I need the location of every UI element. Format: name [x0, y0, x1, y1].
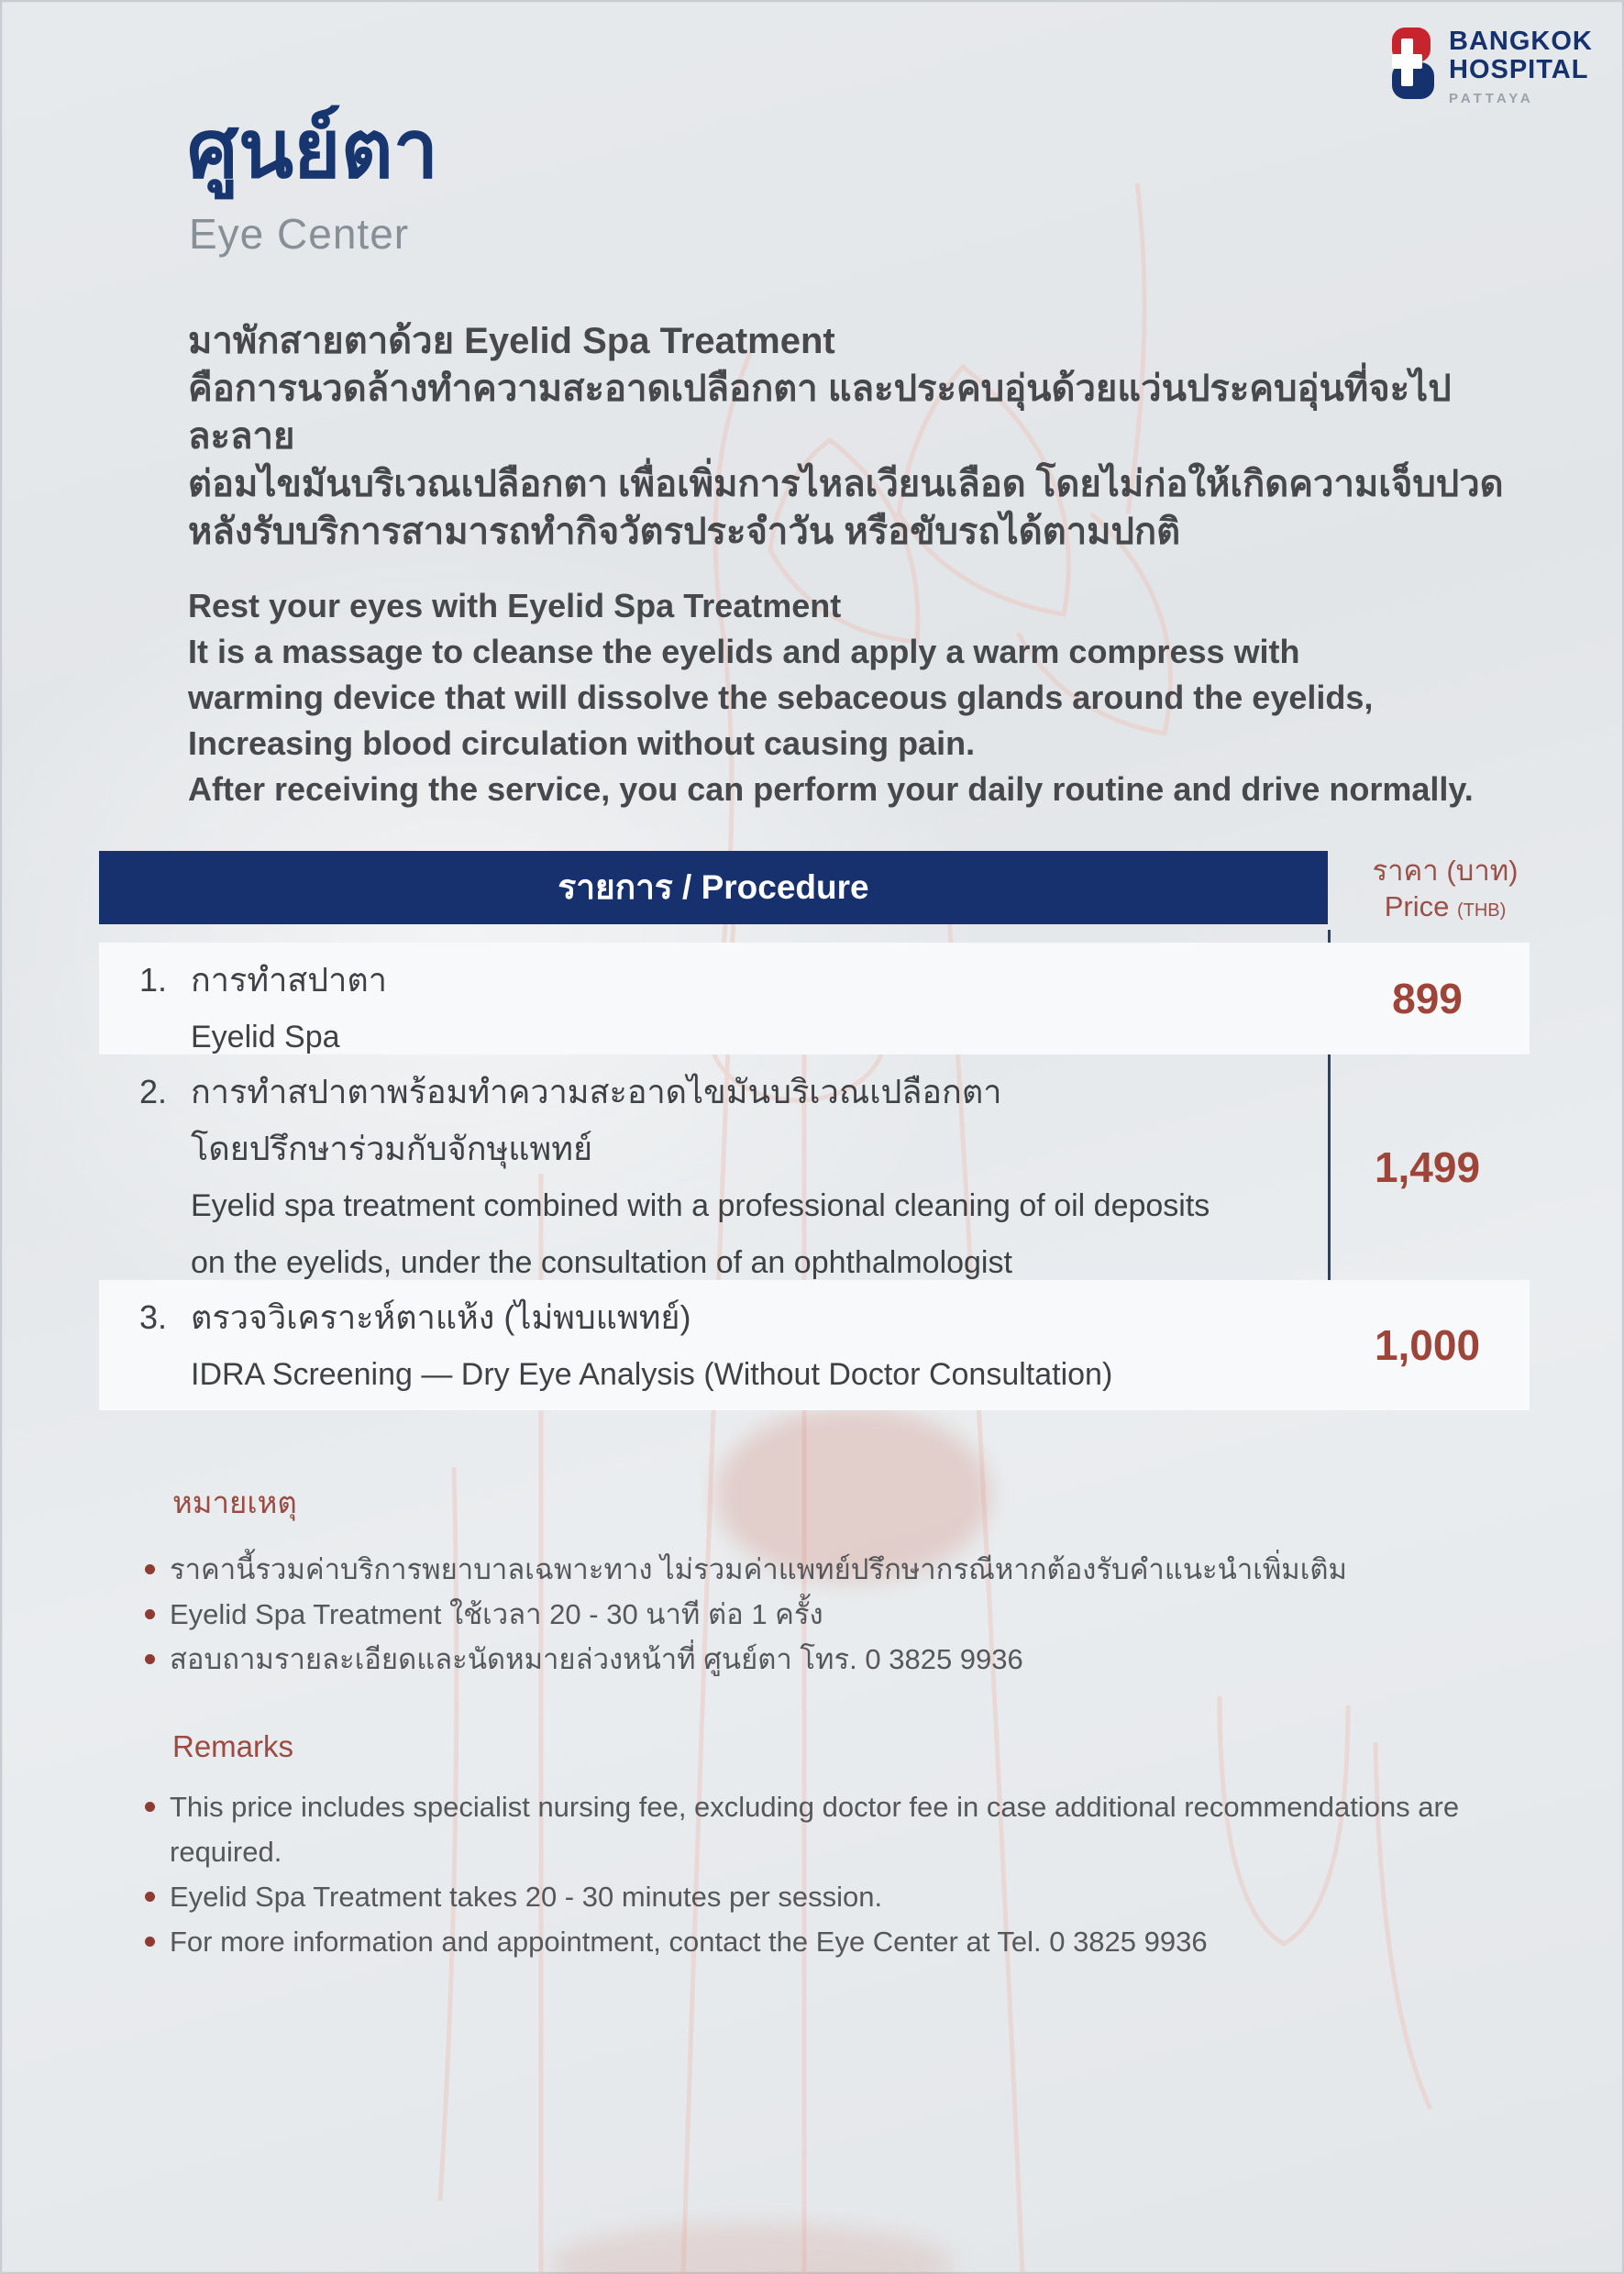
- intro-paragraph-english: [188, 583, 1582, 812]
- remark-item: สอบถามรายละเอียดและนัดหมายล่วงหน้าที่ ศูนย์ตา โทร. 0 3825 9936: [145, 1637, 1520, 1682]
- intro-english-line: It is a massage to cleanse the eyelids and apply a warm compress with: [188, 633, 1300, 670]
- procedure-english: Eyelid spa treatment combined with a professional cleaning of oil deposits: [191, 1188, 1210, 1223]
- procedure-cell: [99, 943, 1328, 1054]
- bullet-icon: [145, 1654, 155, 1664]
- procedure-thai-cont: โดยปรึกษาร่วมกับจักษุแพทย์: [191, 1130, 593, 1167]
- table-row: [99, 943, 1530, 1054]
- remark-item: This price includes specialist nursing fee, excluding doctor fee in case additional recommendations are required.: [145, 1784, 1520, 1874]
- procedure-cell: [99, 1054, 1328, 1280]
- price-header-unit: (THB): [1456, 900, 1507, 921]
- table-header-procedure: รายการ / Procedure: [99, 851, 1328, 924]
- procedure-thai: 1. การทำสปาตา: [139, 952, 1328, 1009]
- intro-thai-line: ต่อมไขมันบริเวณเปลือกตา เพื่อเพิ่มการไหลเวียนเลือด โดยไม่ก่อให้เกิดความเจ็บปวด: [188, 464, 1504, 504]
- bullet-icon: [145, 1564, 155, 1574]
- hospital-logo-mark-icon: [1390, 28, 1434, 99]
- remarks-thai-header: หมายเหตุ: [172, 1485, 297, 1519]
- remarks-english-header: Remarks: [172, 1729, 294, 1763]
- procedure-thai: 3. ตรวจวิเคราะห์ตาแห้ง (ไม่พบแพทย์): [139, 1289, 1328, 1346]
- price-header-thai: ราคา (บาท): [1372, 855, 1519, 887]
- intro-thai-line: หลังรับบริการสามารถทำกิจวัตรประจำวัน หรือขับรถได้ตามปกติ: [188, 512, 1181, 552]
- table-row: [99, 1280, 1530, 1410]
- remark-item: Eyelid Spa Treatment takes 20 - 30 minutes per session.: [145, 1874, 1520, 1919]
- page-title-english: Eye Center: [189, 210, 410, 258]
- row-number: 1.: [139, 961, 168, 999]
- page-title-thai: ศูนย์ตา: [187, 104, 439, 194]
- price-value: 1,499: [1374, 1143, 1481, 1191]
- row-number: 2.: [139, 1073, 168, 1110]
- table-header-price: [1330, 853, 1561, 929]
- logo-word-bangkok: BANGKOK: [1449, 27, 1593, 56]
- procedure-english: IDRA Screening — Dry Eye Analysis (Without Doctor Consultation): [191, 1357, 1113, 1392]
- procedure-english-cont: on the eyelids, under the consultation of an ophthalmologist: [191, 1245, 1012, 1280]
- intro-english-line: warming device that will dissolve the sebaceous glands around the eyelids,: [188, 679, 1374, 716]
- intro-english-line: After receiving the service, you can perform your daily routine and drive normally.: [188, 770, 1474, 808]
- hospital-logo: [1390, 28, 1593, 106]
- procedure-english: Eyelid Spa: [191, 1020, 340, 1054]
- hospital-logo-text: [1449, 28, 1593, 106]
- logo-word-pattaya: PATTAYA: [1449, 91, 1534, 106]
- procedure-cell: [99, 1280, 1328, 1410]
- remark-item: For more information and appointment, contact the Eye Center at Tel. 0 3825 9936: [145, 1919, 1520, 1964]
- price-value: 899: [1392, 975, 1463, 1022]
- intro-thai-line: มาพักสายตาด้วย Eyelid Spa Treatment: [188, 321, 835, 361]
- remark-item: ราคานี้รวมค่าบริการพยาบาลเฉพาะทาง ไม่รวมค่าแพทย์ปรึกษากรณีหากต้องรับคำแนะนำเพิ่มเติม: [145, 1547, 1520, 1592]
- bullet-icon: [145, 1892, 155, 1902]
- price-value: 1,000: [1374, 1321, 1481, 1369]
- row-number: 3.: [139, 1298, 168, 1336]
- procedure-thai: 2. การทำสปาตาพร้อมทำความสะอาดไขมันบริเวณเปลือกตา: [139, 1064, 1328, 1120]
- remarks-section-english: [145, 1729, 1520, 1964]
- intro-english-line: Increasing blood circulation without causing pain.: [188, 724, 976, 762]
- bullet-icon: [145, 1802, 155, 1812]
- intro-paragraph-thai: [188, 317, 1545, 556]
- bullet-icon: [145, 1609, 155, 1619]
- logo-word-hospital: HOSPITAL: [1449, 55, 1589, 84]
- intro-thai-line: คือการนวดล้างทำความสะอาดเปลือกตา และประคบอุ่นด้วยแว่นประคบอุ่นที่จะไปละลาย: [188, 369, 1452, 457]
- price-header-english: Price (THB): [1384, 890, 1507, 922]
- bullet-icon: [145, 1937, 155, 1947]
- remark-item: Eyelid Spa Treatment ใช้เวลา 20 - 30 นาที ต่อ 1 ครั้ง: [145, 1592, 1520, 1637]
- table-row: [99, 1054, 1530, 1280]
- remarks-section-thai: [145, 1478, 1520, 1682]
- intro-english-line: Rest your eyes with Eyelid Spa Treatment: [188, 587, 842, 624]
